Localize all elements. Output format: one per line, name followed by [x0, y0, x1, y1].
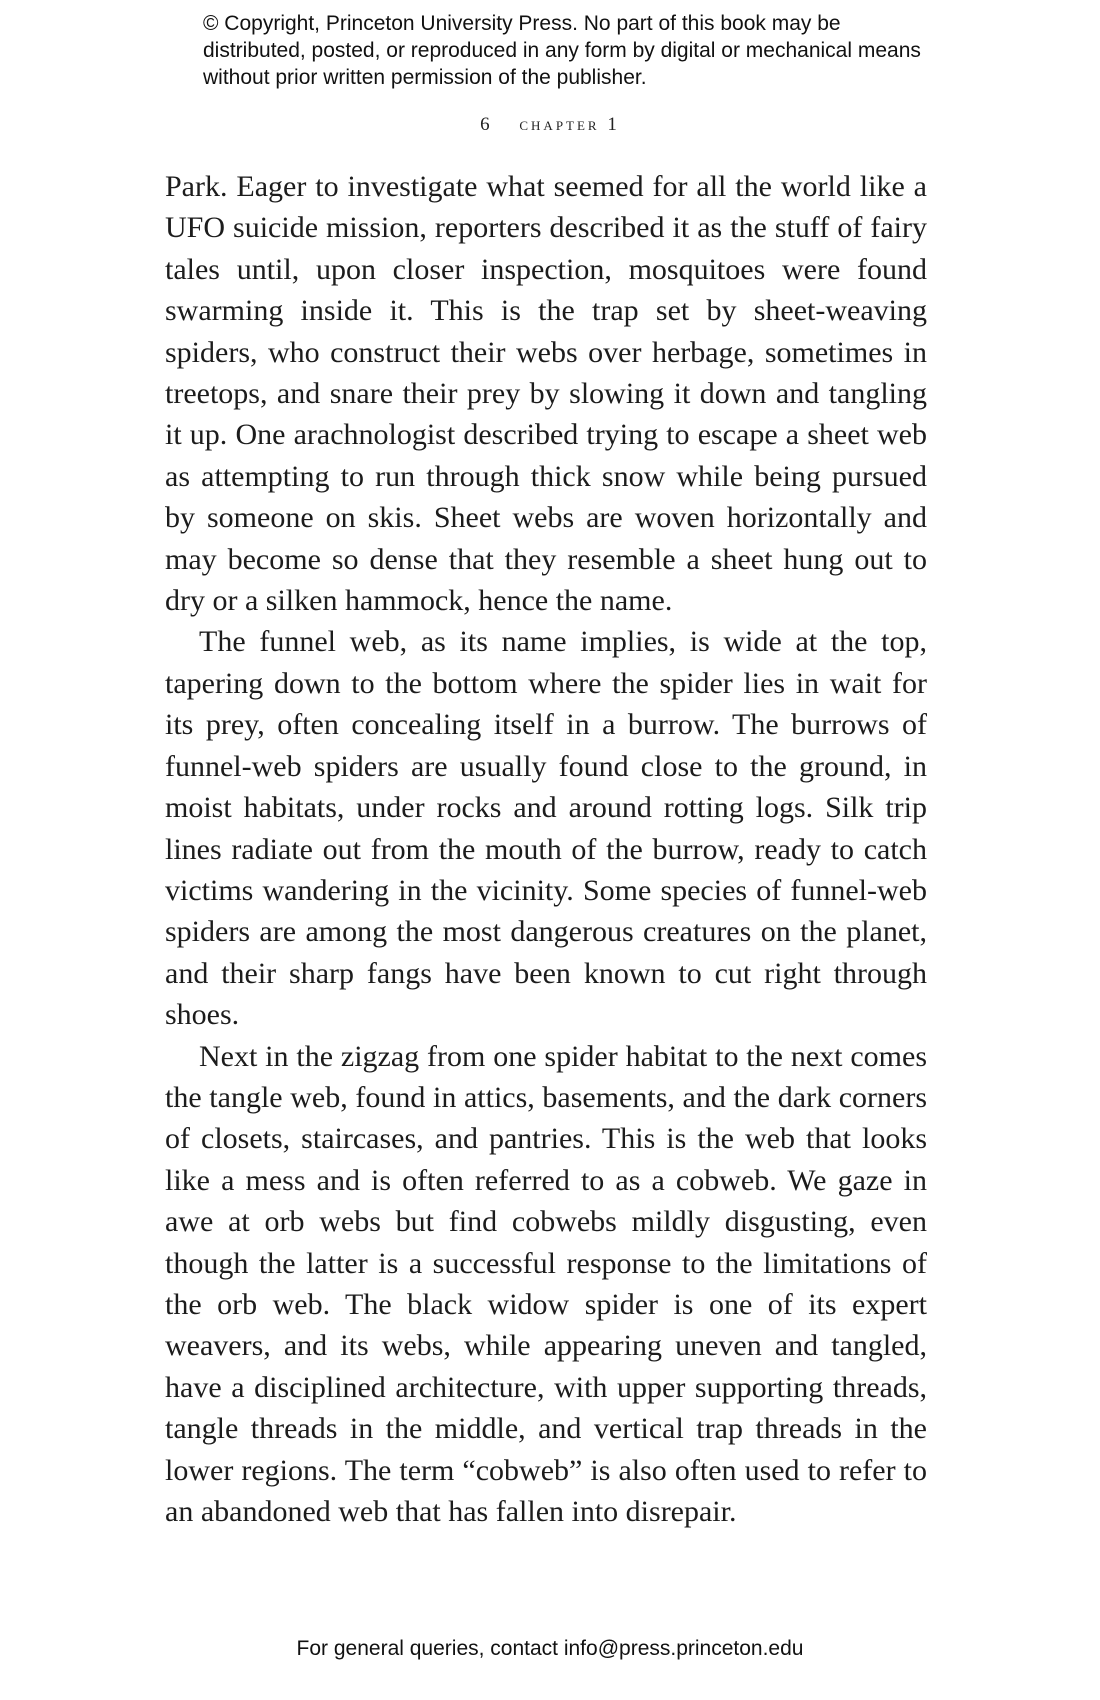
chapter-label: chapter 1 [519, 114, 620, 135]
running-head [0, 114, 1100, 136]
paragraph-sheet-web: Park. Eager to investigate what seemed for all the world like a UFO suicide mission, reporters described it as the stuff of fairy tales until, upon closer inspection, mosquitoes were found swarming inside it. This is the trap set by sheet-weaving spiders, who construct their webs over herbage, sometimes in treetops, and snare their prey by slowing it down and tangling it up. One arachnologist described trying to escape a sheet web as attempting to run through thick snow while being pursued by someone on skis. Sheet webs are woven horizontally and may become so dense that they resemble a sheet hung out to dry or a silken hammock, hence the name. [165, 170, 927, 618]
copyright-notice: © Copyright, Princeton University Press. No part of this book may be distributed, posted, or reproduced in any form by digital or mechanical means without prior written permission of the publisher. [203, 12, 921, 89]
page-number: 6 [480, 114, 490, 135]
body-text [165, 166, 927, 1532]
paragraph-funnel-web: The funnel web, as its name implies, is wide at the top, tapering down to the bottom where the spider lies in wait for its prey, often concealing itself in a burrow. The burrows of funnel-web spiders are usually found close to the ground, in moist habitats, under rocks and around rotting logs. Silk trip lines radiate out from the mouth of the burrow, ready to catch victims wandering in the vicinity. Some species of funnel-web spiders are among the most dangerous creatures on the planet, and their sharp fangs have been known to cut right through shoes. [165, 625, 927, 1032]
footer-contact: For general queries, contact info@press.princeton.edu [296, 1637, 804, 1660]
paragraph-tangle-web: Next in the zigzag from one spider habitat to the next comes the tangle web, found in attics, basements, and the dark corners of closets, staircases, and pantries. This is the web that looks like a mess and is often referred to as a cobweb. We gaze in awe at orb webs but find cobwebs mildly disgusting, even though the latter is a successful response to the limitations of the orb web. The black widow spider is one of its expert weavers, and its webs, while appearing uneven and tangled, have a disciplined architecture, with upper supporting threads, tangle threads in the middle, and vertical trap threads in the lower regions. The term “cobweb” is also often used to refer to an abandoned web that has fallen into disrepair. [165, 1039, 927, 1528]
